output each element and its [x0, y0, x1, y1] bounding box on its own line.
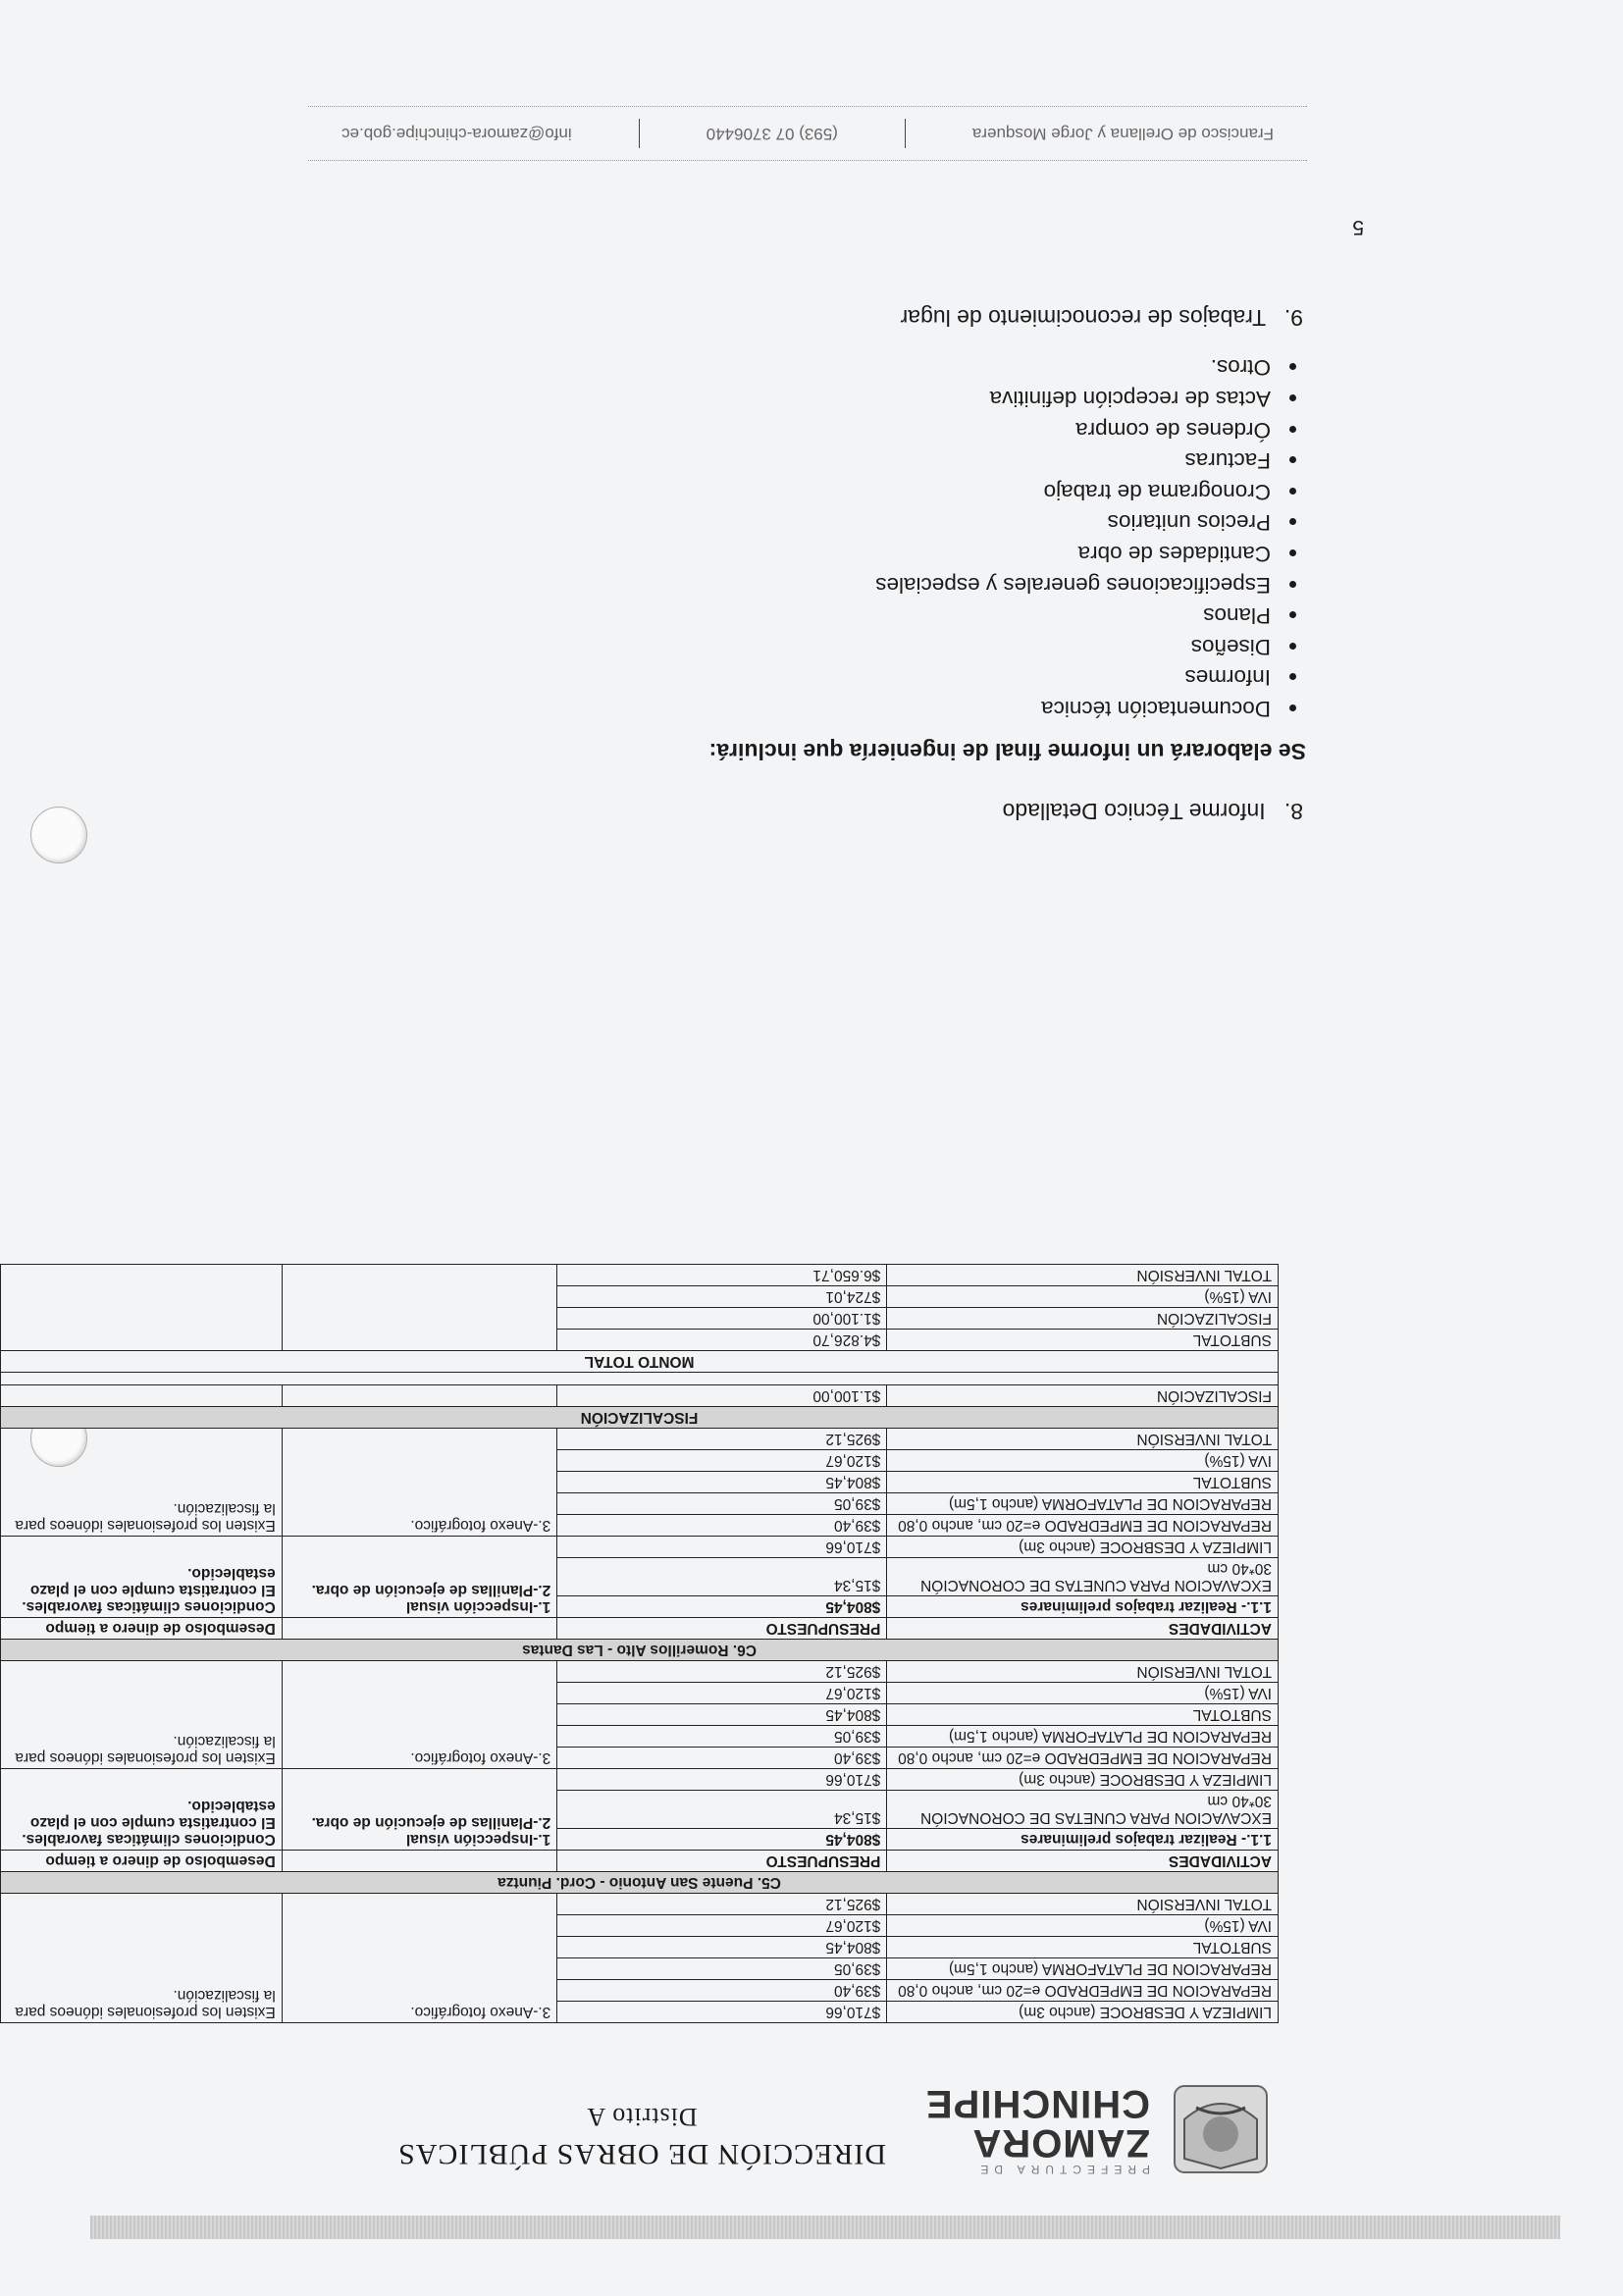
- section-8-heading: 8. Informe Técnico Detallado: [1002, 799, 1303, 824]
- report-items-list: [875, 352, 1306, 724]
- section-title-row: [1, 1351, 1279, 1373]
- amount-cell: $804,45: [557, 1704, 887, 1726]
- group-row: [1, 1829, 1279, 1851]
- footer-email: info@zamora-chinchipe.gob.ec: [341, 125, 572, 143]
- list-item: • Especificaciones generales y especiales: [875, 569, 1277, 600]
- activity-cell: LIMPIEZA Y DESBROCE (ancho 3m): [887, 2002, 1279, 2023]
- page-number: 5: [1352, 216, 1364, 238]
- col-payment: Desembolso de dinero a tiempo: [1, 1618, 283, 1640]
- table-row: [1, 1385, 1279, 1407]
- amount-cell: $39,40: [557, 1748, 887, 1769]
- prefecture-logo: [1167, 2080, 1275, 2178]
- fiscalizacion-amount: $1.100,00: [557, 1385, 887, 1407]
- group-label: 1.1.- Realizar trabajos preliminares: [887, 1596, 1279, 1618]
- list-item: • Otros.: [875, 352, 1277, 384]
- amount-cell: $39,05: [557, 1493, 887, 1515]
- col-activities: ACTIVIDADES: [887, 1618, 1279, 1640]
- activity-cell: IVA (15%): [887, 1915, 1279, 1937]
- condition-cell: Existen los profesionales idóneos para la fiscalización.: [1, 1429, 283, 1537]
- spacer-cell: [1, 1373, 1279, 1385]
- brand-small: PREFECTURA DE: [974, 2163, 1150, 2176]
- activity-cell: TOTAL INVERSIÓN: [887, 1894, 1279, 1915]
- table-row: [1, 2002, 1279, 2023]
- column-header-row: [1, 1851, 1279, 1872]
- empty-cell: [282, 1265, 557, 1351]
- scan-edge-band: [90, 2216, 1560, 2239]
- col-budget: PRESUPUESTO: [557, 1618, 887, 1640]
- spacer-row: [1, 1373, 1279, 1385]
- condition-cell: Existen los profesionales idóneos para la fiscalización.: [1, 1661, 283, 1769]
- evidence-cell: 3.-Anexo fotográfico.: [282, 1661, 557, 1769]
- evidence-cell: 1.-Inspección visual 2.-Planillas de ejecución de obra.: [282, 1537, 557, 1618]
- activity-cell: LIMPIEZA Y DESBROCE (ancho 3m): [887, 1537, 1279, 1558]
- brand-line1: ZAMORA: [971, 2121, 1150, 2165]
- section-8-intro: Se elaborará un informe final de ingeniería que incluirá:: [708, 739, 1306, 764]
- total-amount: $6.650,71: [557, 1265, 887, 1286]
- section-title-row: [1, 1640, 1279, 1661]
- footer-separator: [905, 119, 906, 148]
- empty-cell: [1, 1265, 283, 1351]
- activity-cell: REPARACION DE PLATAFORMA (ancho 1,5m): [887, 1726, 1279, 1748]
- activity-cell: LIMPIEZA Y DESBROCE (ancho 3m): [887, 1769, 1279, 1791]
- activity-cell: EXCAVACION PARA CUNETAS DE CORONACIÓN 30*40 cm: [887, 1791, 1279, 1829]
- activity-cell: SUBTOTAL: [887, 1937, 1279, 1958]
- activity-cell: IVA (15%): [887, 1683, 1279, 1704]
- amount-cell: $925,12: [557, 1429, 887, 1450]
- amount-cell: $804,45: [557, 1937, 887, 1958]
- activity-cell: SUBTOTAL: [887, 1472, 1279, 1493]
- list-item: • Documentación técnica: [875, 693, 1277, 724]
- amount-cell: $804,45: [557, 1472, 887, 1493]
- list-item: • Precios unitarios: [875, 507, 1277, 539]
- punch-hole-bottom: [30, 807, 87, 863]
- list-item: • Planos: [875, 600, 1277, 632]
- activity-cell: REPARACION DE EMPEDRADO e=20 cm, ancho 0,80: [887, 1515, 1279, 1537]
- total-label: TOTAL INVERSIÓN: [887, 1265, 1279, 1286]
- condition-cell: Condiciones climáticas favorables. El contratista cumple con el plazo establecido.: [1, 1537, 283, 1618]
- amount-cell: $925,12: [557, 1894, 887, 1915]
- col-budget: PRESUPUESTO: [557, 1851, 887, 1872]
- brand-block: [925, 2084, 1150, 2176]
- evidence-cell: 3.-Anexo fotográfico.: [282, 1429, 557, 1537]
- footer-address: Francisco de Orellana y Jorge Mosquera: [971, 125, 1274, 143]
- fiscalizacion-title: FISCALIZACIÓN: [1, 1407, 1279, 1429]
- col-empty: [282, 1851, 557, 1872]
- total-amount: $724,01: [557, 1286, 887, 1308]
- section-9-heading: 9. Trabajos de reconocimiento de lugar: [900, 305, 1303, 331]
- amount-cell: $710,66: [557, 1769, 887, 1791]
- list-item: • Cronograma de trabajo: [875, 476, 1277, 507]
- condition-cell: Condiciones climáticas favorables. El contratista cumple con el plazo establecido.: [1, 1769, 283, 1851]
- table-row: [1, 1748, 1279, 1769]
- amount-cell: $120,67: [557, 1683, 887, 1704]
- activity-cell: REPARACION DE PLATAFORMA (ancho 1,5m): [887, 1958, 1279, 1980]
- section-title-row: [1, 1407, 1279, 1429]
- amount-cell: $120,67: [557, 1915, 887, 1937]
- budget-table-continuation: [0, 1264, 1279, 2023]
- activity-cell: REPARACION DE EMPEDRADO e=20 cm, ancho 0,80: [887, 1980, 1279, 2002]
- table-row: [1, 1515, 1279, 1537]
- activity-cell: TOTAL INVERSIÓN: [887, 1661, 1279, 1683]
- group-amount: $804,45: [557, 1596, 887, 1618]
- total-amount: $1.100,00: [557, 1308, 887, 1330]
- activity-cell: EXCAVACION PARA CUNETAS DE CORONACIÓN 30*40 cm: [887, 1558, 1279, 1596]
- section-title-row: [1, 1872, 1279, 1894]
- amount-cell: $39,05: [557, 1726, 887, 1748]
- fiscalizacion-label: FISCALIZACIÓN: [887, 1385, 1279, 1407]
- group-amount: $804,45: [557, 1829, 887, 1851]
- activity-cell: REPARACION DE PLATAFORMA (ancho 1,5m): [887, 1493, 1279, 1515]
- footer-phone: (593) 07 3706440: [706, 125, 838, 143]
- evidence-cell: 1.-Inspección visual 2.-Planillas de ejecución de obra.: [282, 1769, 557, 1851]
- list-item: • Facturas: [875, 445, 1277, 477]
- column-header-row: [1, 1618, 1279, 1640]
- list-item: • Cantidades de obra: [875, 538, 1277, 569]
- total-amount: $4.826,70: [557, 1330, 887, 1351]
- amount-cell: $15,34: [557, 1558, 887, 1596]
- activity-cell: SUBTOTAL: [887, 1704, 1279, 1726]
- monto-total-title: MONTO TOTAL: [1, 1351, 1279, 1373]
- empty-cell: [1, 1385, 283, 1407]
- section-title: C6. Romerillos Alto - Las Dantas: [1, 1640, 1279, 1661]
- amount-cell: $39,40: [557, 1980, 887, 2002]
- evidence-cell: 3.-Anexo fotográfico.: [282, 1894, 557, 2023]
- condition-cell: Existen los profesionales idóneos para la fiscalización.: [1, 1894, 283, 2023]
- group-row: [1, 1596, 1279, 1618]
- activity-cell: TOTAL INVERSIÓN: [887, 1429, 1279, 1450]
- amount-cell: $39,05: [557, 1958, 887, 1980]
- document-subtitle: Distrito A: [586, 2103, 698, 2131]
- group-label: 1.1.- Realizar trabajos preliminares: [887, 1829, 1279, 1851]
- list-item: • Diseños: [875, 631, 1277, 662]
- col-activities: ACTIVIDADES: [887, 1851, 1279, 1872]
- table-row: [1, 1330, 1279, 1351]
- total-label: FISCALIZACIÓN: [887, 1308, 1279, 1330]
- total-label: SUBTOTAL: [887, 1330, 1279, 1351]
- footer-separator: [639, 119, 640, 148]
- list-item: • Órdenes de compra: [875, 414, 1277, 445]
- list-item: • Informes: [875, 662, 1277, 694]
- amount-cell: $925,12: [557, 1661, 887, 1683]
- list-item: • Actas de recepción definitiva: [875, 383, 1277, 414]
- col-empty: [282, 1618, 557, 1640]
- total-label: IVA (15%): [887, 1286, 1279, 1308]
- empty-cell: [282, 1385, 557, 1407]
- amount-cell: $39,40: [557, 1515, 887, 1537]
- document-title: DIRECCIÓN DE OBRAS PÚBLICAS: [397, 2138, 886, 2170]
- page-footer: [308, 106, 1307, 161]
- amount-cell: $120,67: [557, 1450, 887, 1472]
- brand-line2: CHINCHIPE: [924, 2082, 1150, 2125]
- amount-cell: $15,34: [557, 1791, 887, 1829]
- activity-cell: IVA (15%): [887, 1450, 1279, 1472]
- activity-cell: REPARACION DE EMPEDRADO e=20 cm, ancho 0,80: [887, 1748, 1279, 1769]
- amount-cell: $710,66: [557, 2002, 887, 2023]
- amount-cell: $710,66: [557, 1537, 887, 1558]
- section-title: C5. Puente San Antonio - Cord. Piuntza: [1, 1872, 1279, 1894]
- document-title-block: [347, 2102, 936, 2170]
- col-payment: Desembolso de dinero a tiempo: [1, 1851, 283, 1872]
